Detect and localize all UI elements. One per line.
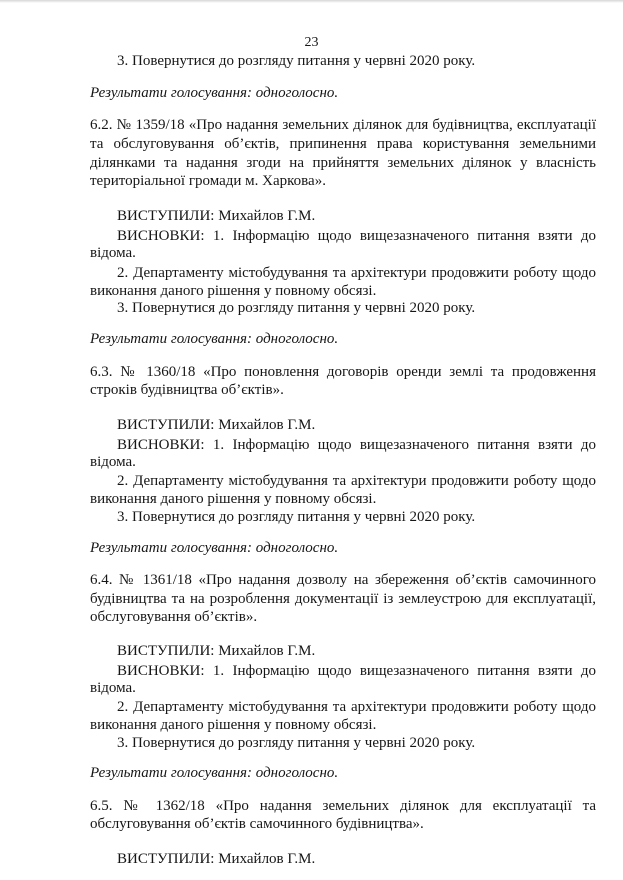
voting-result: Результати голосування: одноголосно. — [90, 85, 339, 101]
text-line: 2. Департаменту містобудування та архітектури продовжити роботу щодо — [117, 265, 596, 281]
text-line: виконання даного рішення у повному обсязі. — [90, 283, 377, 299]
voting-result: Результати голосування: одноголосно. — [90, 540, 339, 556]
conclusions: ВИСНОВКИ: 1. Інформацію щодо вищезазначеного питання взяти до — [117, 663, 596, 679]
text-line: 3. Повернутися до розгляду питання у червні 2020 року. — [117, 735, 476, 751]
text-line: 3. Повернутися до розгляду питання у червні 2020 року. — [117, 509, 476, 525]
speakers: ВИСТУПИЛИ: Михайлов Г.М. — [117, 208, 316, 224]
item-heading: будівництва та на розроблення документації із землеустрою для експлуатації, — [90, 591, 596, 607]
item-heading: обслуговування об’єктів самочинного будівництва». — [90, 816, 424, 832]
voting-result: Результати голосування: одноголосно. — [90, 765, 339, 781]
item-heading: ділянками та надання згоди на прийняття земельних ділянок у власність — [90, 155, 596, 171]
speakers: ВИСТУПИЛИ: Михайлов Г.М. — [117, 851, 316, 867]
text-line: відома. — [90, 245, 136, 261]
text-line: 2. Департаменту містобудування та архітектури продовжити роботу щодо — [117, 473, 596, 489]
item-heading: строків будівництва об’єктів». — [90, 382, 284, 398]
page-number: 23 — [304, 35, 319, 50]
scan-edge — [0, 0, 623, 3]
conclusions: ВИСНОВКИ: 1. Інформацію щодо вищезазначеного питання взяти до — [117, 437, 596, 453]
item-heading: 6.5. № 1362/18 «Про надання земельних ділянок для експлуатації та — [90, 798, 596, 814]
text-line: відома. — [90, 680, 136, 696]
conclusions: ВИСНОВКИ: 1. Інформацію щодо вищезазначеного питання взяти до — [117, 228, 596, 244]
text-line: 2. Департаменту містобудування та архітектури продовжити роботу щодо — [117, 699, 596, 715]
item-heading: територіальної громади м. Харкова». — [90, 173, 326, 189]
text-line: виконання даного рішення у повному обсязі. — [90, 491, 377, 507]
text-line: виконання даного рішення у повному обсязі. — [90, 717, 377, 733]
text-line: 3. Повернутися до розгляду питання у червні 2020 року. — [117, 300, 476, 316]
item-heading: обслуговування об’єктів». — [90, 609, 258, 625]
item-heading: 6.2. № 1359/18 «Про надання земельних ділянок для будівництва, експлуатації — [90, 117, 596, 133]
item-heading: та обслуговування об’єктів, припинення права користування земельними — [90, 136, 596, 152]
item-heading: 6.3. № 1360/18 «Про поновлення договорів оренди землі та продовження — [90, 364, 596, 380]
text-line: відома. — [90, 454, 136, 470]
item-heading: 6.4. № 1361/18 «Про надання дозволу на збереження об’єктів самочинного — [90, 572, 596, 588]
speakers: ВИСТУПИЛИ: Михайлов Г.М. — [117, 417, 316, 433]
speakers: ВИСТУПИЛИ: Михайлов Г.М. — [117, 643, 316, 659]
voting-result: Результати голосування: одноголосно. — [90, 331, 339, 347]
text-line: 3. Повернутися до розгляду питання у червні 2020 року. — [117, 53, 476, 69]
